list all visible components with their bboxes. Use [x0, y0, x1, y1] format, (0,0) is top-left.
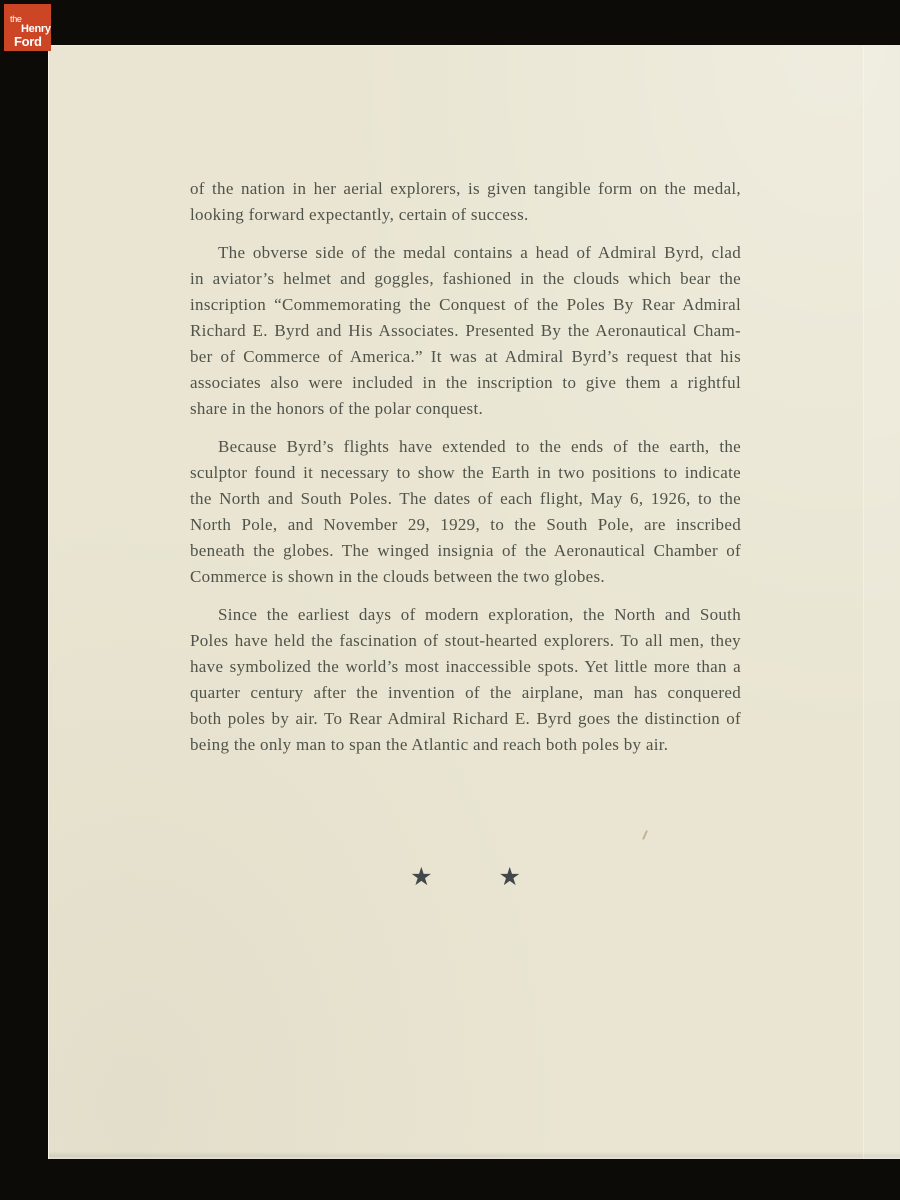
text-line: being the only man to span the Atlantic and reach both poles by air. — [190, 735, 669, 754]
paragraph — [190, 240, 741, 422]
text-line: have symbolized the world’s most inaccessible spots. Yet little more than a — [190, 657, 741, 676]
text-line: of the nation in her aerial explorers, is given tangible form on the medal, — [190, 179, 741, 198]
document-page — [48, 45, 900, 1159]
logo-text-ford: Ford — [14, 34, 42, 49]
text-line: The obverse side of the medal contains a head of Admiral Byrd, clad — [218, 243, 741, 262]
paragraph — [190, 602, 741, 758]
text-line: associates also were included in the inscription to give them a rightful — [190, 373, 741, 392]
document-text — [190, 176, 741, 758]
text-line: Richard E. Byrd and His Associates. Presented By the Aeronautical Cham- — [190, 321, 741, 340]
star-ornaments — [190, 864, 741, 889]
text-line: Because Byrd’s flights have extended to the ends of the earth, the — [218, 437, 741, 456]
text-line: sculptor found it necessary to show the Earth in two positions to indicate — [190, 463, 741, 482]
text-line: beneath the globes. The winged insignia of the Aeronautical Chamber of — [190, 541, 741, 560]
text-line: ber of Commerce of America.” It was at Admiral Byrd’s request that his — [190, 347, 741, 366]
text-line: inscription “Commemorating the Conquest of the Poles By Rear Admiral — [190, 295, 741, 314]
text-line: Commerce is shown in the clouds between the two globes. — [190, 567, 605, 586]
text-line: Poles have held the fascination of stout-hearted explorers. To all men, they — [190, 631, 741, 650]
paragraph — [190, 434, 741, 590]
text-line: in aviator’s helmet and goggles, fashioned in the clouds which bear the — [190, 269, 741, 288]
star-icon: ★ — [498, 862, 521, 891]
text-line: looking forward expectantly, certain of success. — [190, 205, 529, 224]
star-icon: ★ — [410, 862, 433, 891]
text-line: North Pole, and November 29, 1929, to the South Pole, are inscribed — [190, 515, 741, 534]
paper-blemish — [642, 830, 648, 840]
logo-text-henry: Henry — [21, 23, 51, 35]
paragraph — [190, 176, 741, 228]
text-line: quarter century after the invention of the airplane, man has conquered — [190, 683, 741, 702]
henry-ford-logo — [4, 4, 51, 51]
paper-fold-highlight — [864, 46, 900, 1159]
text-line: both poles by air. To Rear Admiral Richard E. Byrd goes the distinction of — [190, 709, 741, 728]
paper-fold-line — [863, 46, 864, 1159]
text-line: share in the honors of the polar conquest. — [190, 399, 484, 418]
text-line: the North and South Poles. The dates of each flight, May 6, 1926, to the — [190, 489, 741, 508]
text-line: Since the earliest days of modern exploration, the North and South — [218, 605, 741, 624]
logo-text-the: the — [10, 14, 22, 24]
